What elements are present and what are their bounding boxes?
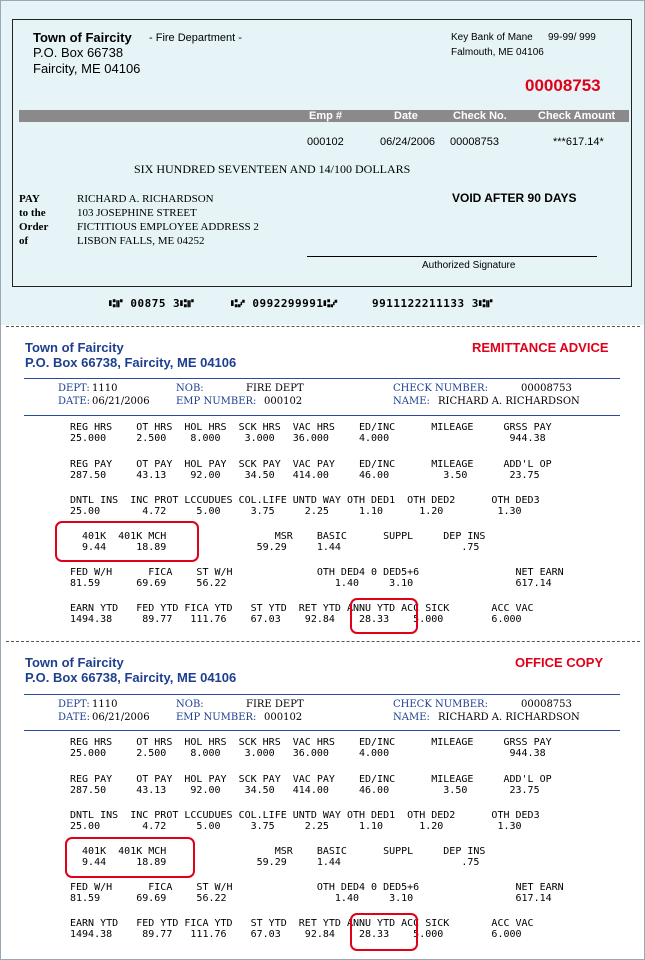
bank-city: Falmouth, ME 04106 [451,47,544,58]
stub2-row2-labels: REG PAY OT PAY HOL PAY SCK PAY VAC PAY ED/INC MILEAGE ADD'L OP [70,774,552,785]
stub2-row2-values: 287.50 43.13 92.00 34.50 414.00 46.00 3.50 23.75 [70,785,540,796]
pay-labels: PAY to the Order of [19,193,49,247]
department: - Fire Department - [149,32,242,44]
void-notice: VOID AFTER 90 DAYS [452,191,577,205]
stub2-rule-bottom [24,730,620,731]
stub2-name: RICHARD A. RICHARDSON [438,712,580,723]
stub2-row1-values: 25.000 2.500 8.000 3.000 36.000 4.000 944.38 [70,748,546,759]
org-name: Town of Faircity [33,30,132,45]
stub2-name-label: NAME: [393,712,430,723]
amount-header: Check Amount [538,110,616,122]
stub2-date: 06/21/2006 [92,712,150,723]
stub2-row3-values: 25.00 4.72 5.00 3.75 2.25 1.10 1.20 1.30 [70,821,522,832]
stub1-row2-values: 287.50 43.13 92.00 34.50 414.00 46.00 3.50 23.75 [70,470,540,481]
stub1-address: P.O. Box 66738, Faircity, ME 04106 [25,355,237,370]
stub2-check-label: CHECK NUMBER: [393,699,488,710]
stub1-dept: 1110 [92,383,118,394]
stub1-row5-labels: FED W/H FICA ST W/H OTH DED4 0 DED5+6 NET EARN [70,567,564,578]
stub2-row1-labels: REG HRS OT HRS HOL HRS SCK HRS VAC HRS ED/INC MILEAGE GRSS PAY [70,737,552,748]
stub1-row1-values: 25.000 2.500 8.000 3.000 36.000 4.000 944.38 [70,433,546,444]
stub1-row3-values: 25.00 4.72 5.00 3.75 2.25 1.10 1.20 1.30 [70,506,522,517]
stub2-org: Town of Faircity [25,655,124,670]
org-address-2: Faircity, ME 04106 [33,61,141,76]
check-body [12,19,632,287]
date-value: 06/24/2006 [380,136,436,148]
micr-check-number: ⑆⑈ 00875 3⑆⑈ [109,297,195,310]
stub2-row5-values: 81.59 69.69 56.22 1.40 3.10 617.14 [70,893,552,904]
stub1-401k-highlight [55,521,199,562]
check-section [1,1,644,325]
check-number-big: 00008753 [525,76,601,95]
stub2-title: OFFICE COPY [515,655,604,670]
stub2-date-label: DATE: [58,712,91,723]
emp-value: 000102 [307,136,344,148]
stub2-nob-label: NOB: [176,699,204,710]
stub1-row2-labels: REG PAY OT PAY HOL PAY SCK PAY VAC PAY ED/INC MILEAGE ADD'L OP [70,459,552,470]
stub2-nob: FIRE DEPT [246,699,304,710]
tear-line-2 [6,641,640,642]
stub2-annu-ytd-highlight [350,913,418,951]
stub1-org: Town of Faircity [25,340,124,355]
stub1-date: 06/21/2006 [92,396,150,407]
emp-header: Emp # [309,110,343,122]
date-header: Date [394,110,418,122]
stub2-address: P.O. Box 66738, Faircity, ME 04106 [25,670,237,685]
stub1-name-label: NAME: [393,396,430,407]
stub1-row5-values: 81.59 69.69 56.22 1.40 3.10 617.14 [70,578,552,589]
stub2-row4-labels: 401K 401K MCH MSR BASIC SUPPL DEP INS [70,846,540,857]
stub1-check: 00008753 [521,383,572,394]
amount-words: SIX HUNDRED SEVENTEEN AND 14/100 DOLLARS [134,162,411,176]
bank-routing: 99-99/ 999 [548,32,596,43]
stub1-dept-label: DEPT: [58,383,90,394]
stub1-row4-labels: 401K 401K MCH MSR BASIC SUPPL DEP INS [70,531,540,542]
stub1-title: REMITTANCE ADVICE [472,340,609,355]
micr-account: 9911122211133 3⑆⑈ [372,297,494,310]
signature-line [307,256,597,257]
stub2-dept: 1110 [92,699,118,710]
stub2-rule-top [24,694,620,695]
stub1-check-label: CHECK NUMBER: [393,383,488,394]
stub1-emp: 000102 [264,396,303,407]
stub1-nob: FIRE DEPT [246,383,304,394]
stub2-row5-labels: FED W/H FICA ST W/H OTH DED4 0 DED5+6 NET EARN [70,882,564,893]
stub1-row6-values: 1494.38 89.77 111.76 67.03 92.84 28.33 5.000 6.000 [70,614,522,625]
check-header-bar [19,110,629,122]
amount-value: ***617.14* [553,136,604,148]
stub1-emp-label: EMP NUMBER: [176,396,257,407]
check-no-value: 00008753 [450,136,499,148]
signature-label: Authorized Signature [422,260,516,271]
stub2-row4-values: 9.44 18.89 59.29 1.44 .75 [70,857,552,868]
stub1-rule-top [24,378,620,379]
stub2-401k-highlight [65,837,195,878]
org-address-1: P.O. Box 66738 [33,45,124,60]
stub1-date-label: DATE: [58,396,91,407]
stub1-row3-labels: DNTL INS INC PROT LCCUDUES COL.LIFE UNTD WAY OTH DED1 OTH DED2 OTH DED3 [70,495,540,506]
stub2-emp: 000102 [264,712,303,723]
stub2-row6-labels: EARN YTD FED YTD FICA YTD ST YTD RET YTD ANNU YTD ACC SICK ACC VAC [70,918,534,929]
stub2-emp-label: EMP NUMBER: [176,712,257,723]
stub1-row1-labels: REG HRS OT HRS HOL HRS SCK HRS VAC HRS ED/INC MILEAGE GRSS PAY [70,422,552,433]
stub1-annu-ytd-highlight [350,598,418,634]
stub1-row6-labels: EARN YTD FED YTD FICA YTD ST YTD RET YTD ANNU YTD ACC SICK ACC VAC [70,603,534,614]
stub2-row6-values: 1494.38 89.77 111.76 67.03 92.84 28.33 5.000 6.000 [70,929,522,940]
stub1-name: RICHARD A. RICHARDSON [438,396,580,407]
micr-routing: ⑆⑇ 0992299991⑆⑇ [231,297,338,310]
stub2-check: 00008753 [521,699,572,710]
stub1-row4-values: 9.44 18.89 59.29 1.44 .75 [70,542,552,553]
stub1-nob-label: NOB: [176,383,204,394]
bank-name: Key Bank of Mane [451,32,533,43]
check-no-header: Check No. [453,110,507,122]
tear-line-1 [6,326,640,327]
payee-address: RICHARD A. RICHARDSON 103 JOSEPHINE STREET FICTITIOUS EMPLOYEE ADDRESS 2 LISBON FALLS, ME 04252 [77,193,259,247]
stub1-rule-bottom [24,415,620,416]
stub2-row3-labels: DNTL INS INC PROT LCCUDUES COL.LIFE UNTD WAY OTH DED1 OTH DED2 OTH DED3 [70,810,540,821]
stub2-dept-label: DEPT: [58,699,90,710]
